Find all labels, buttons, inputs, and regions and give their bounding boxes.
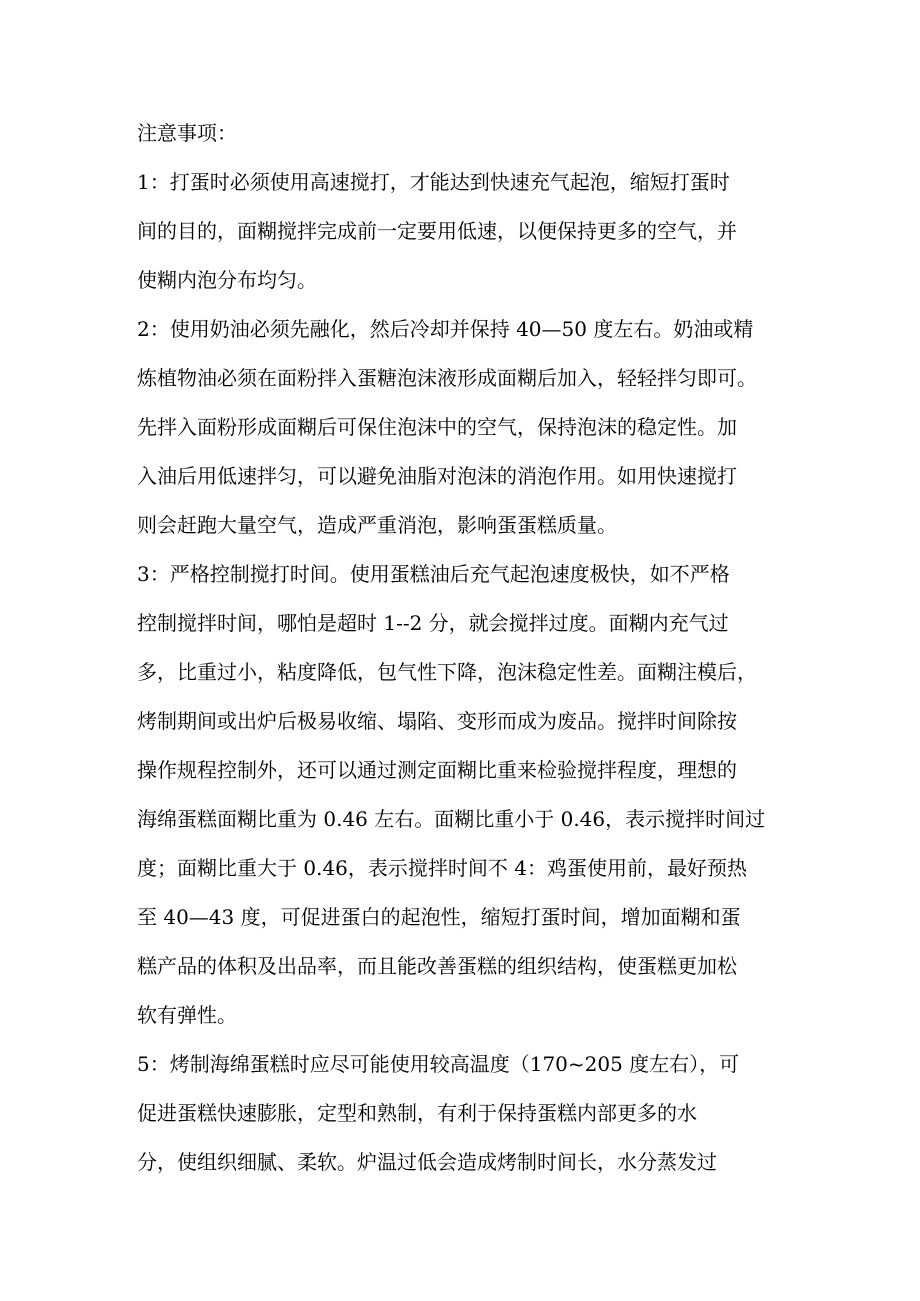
- text-line: 2：使用奶油必须先融化，然后冷却并保持 40—50 度左右。奶油或精: [137, 317, 754, 341]
- text-line: 入油后用低速拌匀，可以避免油脂对泡沫的消泡作用。如用快速搅打: [137, 464, 737, 488]
- text-line: 糕产品的体积及出品率，而且能改善蛋糕的组织结构，使蛋糕更加松: [137, 954, 737, 978]
- section-heading: 注意事项：: [137, 121, 237, 145]
- text-line: 间的目的，面糊搅拌完成前一定要用低速，以便保持更多的空气，并: [137, 219, 737, 243]
- text-line: 控制搅拌时间，哪怕是超时 1--2 分，就会搅拌过度。面糊内充气过: [137, 611, 729, 635]
- text-line: 3：严格控制搅打时间。使用蛋糕油后充气起泡速度极快，如不严格: [137, 562, 730, 586]
- text-line: 烤制期间或出炉后极易收缩、塌陷、变形而成为废品。搅拌时间除按: [137, 709, 737, 733]
- text-line: 软有弹性。: [137, 1003, 237, 1027]
- text-line: 海绵蛋糕面糊比重为 0.46 左右。面糊比重小于 0.46，表示搅拌时间过: [137, 807, 766, 831]
- text-line: 1：打蛋时必须使用高速搅打，才能达到快速充气起泡，缩短打蛋时: [137, 170, 730, 194]
- text-line: 操作规程控制外，还可以通过测定面糊比重来检验搅拌程度，理想的: [137, 758, 737, 782]
- text-line: 分，使组织细腻、柔软。炉温过低会造成烤制时间长，水分蒸发过: [137, 1150, 717, 1174]
- text-line: 5：烤制海绵蛋糕时应尽可能使用较高温度（170~205 度左右），可: [137, 1052, 740, 1076]
- text-line: 促进蛋糕快速膨胀，定型和熟制，有利于保持蛋糕内部更多的水: [137, 1101, 697, 1125]
- document-body: [137, 115, 787, 1193]
- text-line: 先拌入面粉形成面糊后可保住泡沫中的空气，保持泡沫的稳定性。加: [137, 415, 737, 439]
- text-line: 则会赶跑大量空气，造成严重消泡，影响蛋蛋糕质量。: [137, 513, 617, 537]
- text-line: 至 40—43 度，可促进蛋白的起泡性，缩短打蛋时间，增加面糊和蛋: [137, 905, 741, 929]
- text-line: 多，比重过小，粘度降低，包气性下降，泡沫稳定性差。面糊注模后，: [137, 660, 757, 684]
- text-line: 度；面糊比重大于 0.46，表示搅拌时间不 4：鸡蛋使用前，最好预热: [137, 856, 747, 880]
- text-line: 炼植物油必须在面粉拌入蛋糖泡沫液形成面糊后加入，轻轻拌匀即可。: [137, 366, 757, 390]
- text-line: 使糊内泡分布均匀。: [137, 268, 317, 292]
